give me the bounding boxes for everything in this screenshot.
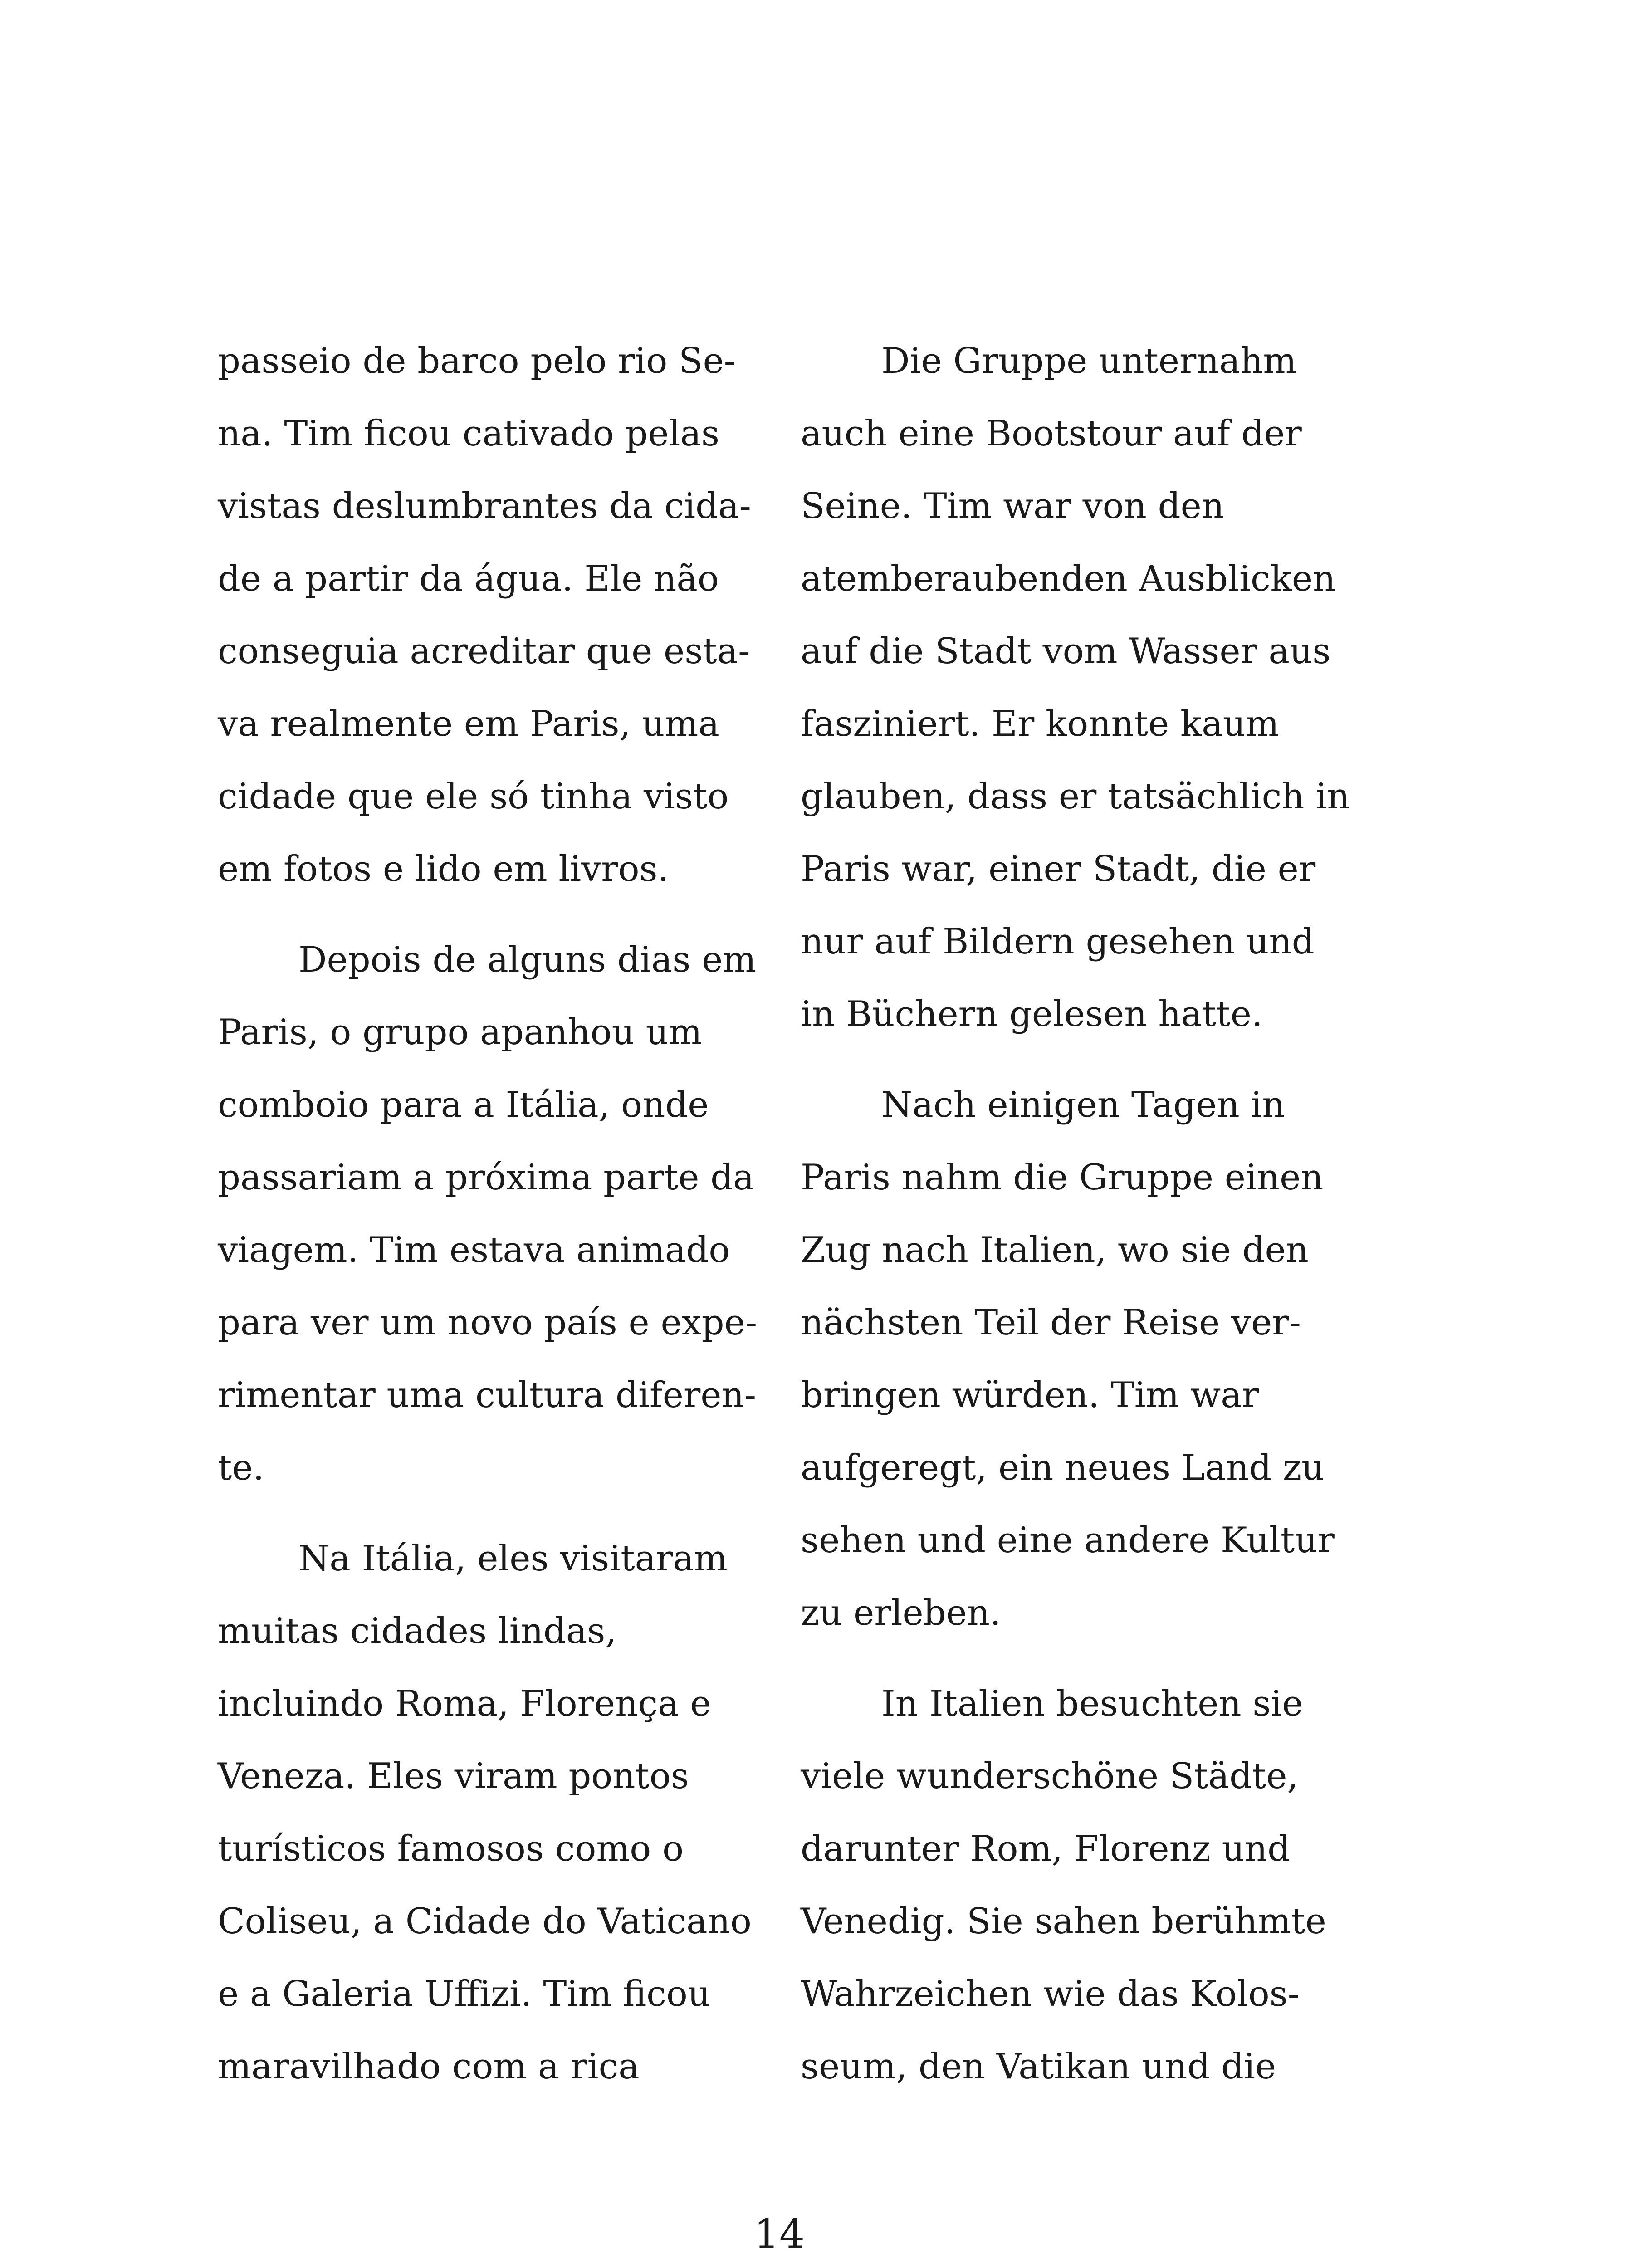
text-line: Venedig. Sie sahen berühmte (801, 1901, 1326, 1942)
text-line: incluindo Roma, Florença e (218, 1683, 711, 1724)
text-line: nächsten Teil der Reise ver- (801, 1302, 1301, 1343)
text-line: te. (218, 1447, 264, 1488)
right-paragraph-1 (801, 325, 1350, 1051)
right-paragraph-2 (801, 1069, 1345, 1649)
text-line: turísticos famosos como o (218, 1828, 684, 1869)
text-line: Coliseu, a Cidade do Vaticano (218, 1901, 752, 1942)
paragraph-gap (218, 1504, 753, 1522)
left-column (218, 325, 758, 2103)
text-line: na. Tim ficou cativado pelas (218, 413, 720, 454)
text-line: Depois de alguns dias em (298, 939, 757, 980)
text-line: Die Gruppe unternahm (881, 341, 1297, 381)
text-line: viagem. Tim estava animado (218, 1230, 730, 1271)
paragraph-gap (801, 1051, 1345, 1069)
paragraph-gap (218, 905, 753, 924)
page-number: 14 (754, 2210, 805, 2257)
text-line: Paris, o grupo apanhou um (218, 1012, 702, 1053)
left-paragraph-3 (218, 1522, 753, 2103)
text-line: Veneza. Eles viram pontos (218, 1756, 689, 1797)
text-line: Nach einigen Tagen in (881, 1085, 1285, 1125)
text-line: auch eine Bootstour auf der (801, 413, 1302, 454)
text-line: Na Itália, eles visitaram (298, 1538, 728, 1579)
text-line: sehen und eine andere Kultur (801, 1520, 1335, 1561)
text-line: auf die Stadt vom Wasser aus (801, 631, 1331, 672)
text-line: de a partir da água. Ele não (218, 558, 719, 599)
text-line: vistas deslumbrantes da cida- (218, 486, 751, 527)
right-column (801, 325, 1350, 2103)
text-line: darunter Rom, Florenz und (801, 1828, 1291, 1869)
left-paragraph-1 (218, 325, 753, 905)
text-line: seum, den Vatikan und die (801, 2046, 1276, 2087)
text-line: rimentar uma cultura diferen- (218, 1375, 756, 1416)
text-line: bringen würden. Tim war (801, 1375, 1259, 1416)
right-paragraph-3 (801, 1667, 1345, 2103)
text-line: aufgeregt, ein neues Land zu (801, 1447, 1325, 1488)
text-line: Seine. Tim war von den (801, 486, 1224, 527)
text-line: conseguia acreditar que esta- (218, 631, 750, 672)
text-line: passeio de barco pelo rio Se- (218, 341, 736, 381)
text-line: maravilhado com a rica (218, 2046, 640, 2087)
text-line: Wahrzeichen wie das Kolos- (801, 1974, 1300, 2014)
paragraph-gap (801, 1649, 1345, 1667)
text-line: fasziniert. Er konnte kaum (801, 704, 1279, 744)
text-line: Zug nach Italien, wo sie den (801, 1230, 1309, 1271)
text-line: para ver um novo país e expe- (218, 1302, 758, 1343)
text-line: viele wunderschöne Städte, (801, 1756, 1299, 1797)
text-line: nur auf Bildern gesehen und (801, 921, 1315, 962)
text-line: comboio para a Itália, onde (218, 1085, 709, 1125)
text-line: atemberaubenden Ausblicken (801, 558, 1336, 599)
text-line: In Italien besuchten sie (881, 1683, 1303, 1724)
text-line: va realmente em Paris, uma (218, 704, 719, 744)
text-line: muitas cidades lindas, (218, 1611, 617, 1652)
text-line: glauben, dass er tatsächlich in (801, 776, 1350, 817)
left-paragraph-2 (218, 924, 758, 1504)
text-line: cidade que ele só tinha visto (218, 776, 729, 817)
text-line: passariam a próxima parte da (218, 1157, 754, 1198)
text-line: e a Galeria Uffizi. Tim ficou (218, 1974, 711, 2014)
text-line: Paris nahm die Gruppe einen (801, 1157, 1324, 1198)
text-line: Paris war, einer Stadt, die er (801, 849, 1316, 890)
text-line: in Büchern gelesen hatte. (801, 994, 1263, 1035)
text-line: em fotos e lido em livros. (218, 849, 669, 890)
text-line: zu erleben. (801, 1593, 1001, 1633)
